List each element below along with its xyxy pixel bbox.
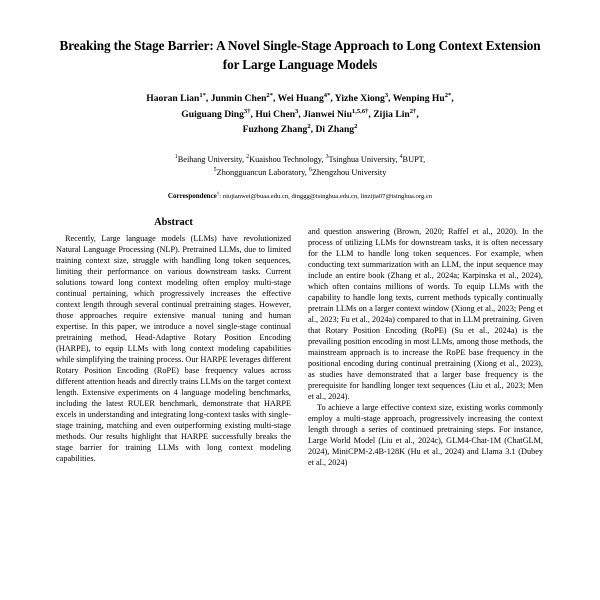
- right-column: [308, 217, 543, 468]
- left-column: [56, 217, 291, 468]
- page-title: Breaking the Stage Barrier: A Novel Single-Stage Approach to Long Context Extension for Large Language Models: [59, 38, 541, 73]
- author-list: Haoran Lian$^{1*}$, Junmin Chen$^{2*}$, Wei Huang$^{4*}$, Yizhe Xiong$^3$, Wenping $Hu^{2*}$, Guiguang Ding$^{3\dagger}$, Hui Chen$^3$, Jianwei Niu$^{1,5,6\dagger}$, Zijia Lin$^{2\dagger}$, Fuzhong Zhang$^2$, Di Zhang$^2$: [146, 92, 454, 136]
- abstract-text: Recently, Large language models (LLMs) have revolutionized Natural Language Processing (NLP). Pretrained LLMs, due to limited training context size, struggle with handling long token sequences, limiting their performance on various downstream tasks. Current solutions toward long context modeling often employ multi-stage continual pertaining, which progressively increases the effective context length through several continual pretraining stages. However, those approaches require extensive manual tuning and human expertise. In this paper, we introduce a novel single-stage continual pretraining method, Head-Adaptive Rotary Position Encoding (HARPE), to equip LLMs with long context modeling capabilities while simplifying the training process. Our HARPE leverages different Rotary Position Encoding (RoPE) base frequency values across different attention heads and directly trains LLMs on the target context length. Extensive experiments on 4 language modeling benchmarks, including the latest RULER benchmark, demonstrate that HARPE excels in understanding and integrating long-context tasks with single-stage training, matching and even outperforming existing multi-stage methods. Our results highlight that HARPE successfully breaks the stage barrier for training LLMs with long context modeling capabilities.: [56, 234, 291, 464]
- two-column-body: [56, 217, 544, 468]
- affiliation-list: $^1$Beihang University, $^2$Kuaishou Technology, $^3$Tsinghua University, $^4$BUPT, $^5$Zhongguancun Laboratory, $^6$Zhengzhou University: [174, 154, 426, 177]
- correspondence-line: Correspondence†: niujianwei@buaa.edu.cn, dinggg@tsinghua.edu.cn, linzijia07@tsinghua.org.cn: [167, 191, 433, 200]
- intro-paragraph-2: To achieve a large effective context size, existing works commonly employ a multi-stage approach, progressively increasing the context length through a series of continued pretraining steps. For instance, Large World Model (Liu et al., 2024c), GLM4-Chat-1M (ChatGLM, 2024), MiniCPM-2.4B-128K (Hu et al., 2024) and Llama 3.1 (Dubey et al., 2024): [308, 403, 543, 468]
- abstract-heading: Abstract: [154, 217, 193, 229]
- intro-paragraph-1: and question answering (Brown, 2020; Raffel et al., 2020). In the process of utilizing LLMs for downstream tasks, it is often necessary for the LLM to handle long token sequences. For example, when conducting text summarization with an LLM, the input sequence may include an entire book (Zhang et al., 2024a; Karpinska et al., 2024), which often contains millions of words. To equip LLMs with the capability to handle long texts, current methods typically continually pretrain LLMs on a larger context window (Xiong et al., 2023; Peng et al., 2023; Fu et al., 2024a) compared to that in LLM pretraining. Given that Rotary Position Encoding (RoPE) (Su et al., 2024a) is the prevailing position encoding in most LLMs, among those methods, the mainstream approach is to increase the RoPE base frequency in the positional encoding during continual pretraining (Xiong et al., 2023), as studies have demonstrated that a larger base frequency is the prerequisite for handling longer text sequences (Liu et al., 2023; Men et al., 2024).: [308, 227, 543, 402]
- column-spacer: [308, 217, 543, 226]
